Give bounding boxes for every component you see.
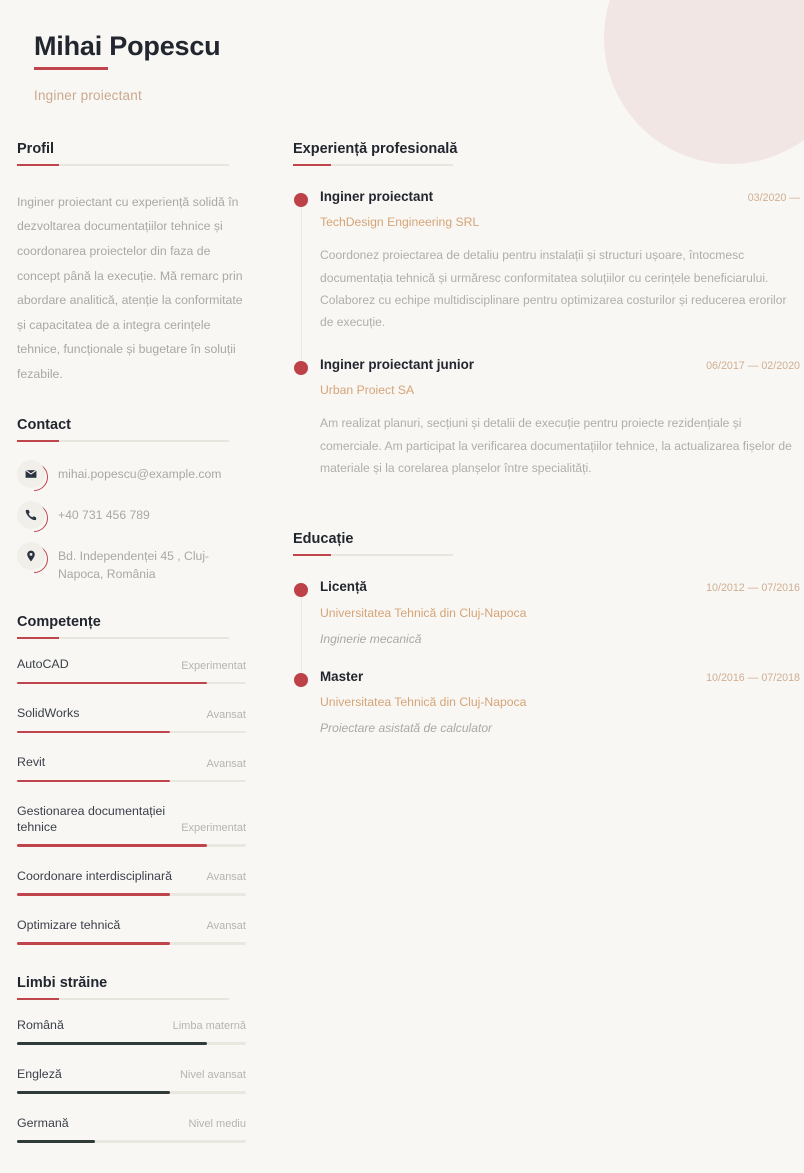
skills-list [17,657,246,945]
section-skills [17,614,246,945]
skill-item [17,657,246,684]
skill-name: Coordonare interdisciplinară [17,868,172,883]
timeline-dot-icon [294,673,308,687]
skill-item [17,869,246,896]
language-item [17,1116,246,1143]
skill-level: Avansat [206,708,246,721]
language-bar-track [17,1091,246,1094]
language-name: Engleză [17,1066,62,1081]
experience-role: Inginer proiectant junior [320,356,474,372]
cv-body [0,141,804,1173]
experience-date: 03/2020 — [747,191,800,204]
contact-phone[interactable] [17,505,246,529]
skill-bar-fill [17,780,170,783]
skill-name: AutoCAD [17,657,69,672]
section-title-contact: Contact [17,417,246,442]
experience-timeline [293,188,800,502]
section-languages [17,975,246,1143]
education-degree: Master [320,668,364,684]
language-name: Germană [17,1115,69,1130]
language-level: Nivel avansat [179,1069,246,1082]
skill-bar-track [17,893,246,896]
skill-name: Revit [17,755,46,770]
skill-bar-track [17,682,246,685]
section-title-profile: Profil [17,141,246,166]
skill-bar-track [17,731,246,734]
education-item [293,578,800,668]
section-experience [293,141,800,502]
language-item [17,1018,246,1045]
education-school: Universitatea Tehnică din Cluj-Napoca [320,605,527,620]
education-timeline [293,578,800,757]
skill-level: Avansat [206,920,246,933]
section-title-languages: Limbi străine [17,975,246,1000]
language-bar-fill [17,1042,207,1045]
section-contact [17,417,246,585]
languages-list [17,1018,246,1143]
section-title-experience: Experiență profesională [293,141,800,166]
section-title-education: Educație [293,531,800,556]
skill-level: Avansat [206,757,246,770]
contact-value: mihai.popescu@example.com [58,466,222,481]
experience-item [293,188,800,356]
skill-bar-track [17,780,246,783]
envelope-icon [17,460,45,488]
skill-level: Experimentat [181,822,246,835]
skill-item [17,706,246,733]
education-item [293,668,800,758]
section-profile [17,141,246,387]
section-title-skills: Competențe [17,614,246,639]
sidebar-column [0,141,262,1173]
skill-name: SolidWorks [17,706,80,721]
experience-item [293,356,800,502]
experience-description: Am realizat planuri, secțiuni și detalii de execuție pentru proiecte rezidențiale și comerciale. Am participat la verificarea documentațiilor tehnice, la actualizarea fișelor de materiale și la corelarea planșelor între specialități. [320,416,792,475]
contact-list [17,464,246,585]
skill-level: Experimentat [181,659,246,672]
contact-value: Bd. Independenței 45 , Cluj-Napoca, România [58,548,210,582]
skill-name: Optimizare tehnică [17,917,121,932]
experience-company: TechDesign Engineering SRL [320,215,480,230]
language-bar-fill [17,1091,170,1094]
education-date: 10/2016 — 07/2018 [706,671,800,684]
skill-item [17,755,246,782]
education-date: 10/2012 — 07/2016 [706,582,800,595]
skill-item [17,918,246,945]
skill-bar-track [17,942,246,945]
experience-date: 06/2017 — 02/2020 [706,359,800,372]
skill-bar-fill [17,942,170,945]
timeline-dot-icon [294,361,308,375]
skill-bar-fill [17,731,170,734]
section-education [293,531,800,757]
skill-item [17,804,246,847]
experience-description: Coordonez proiectarea de detaliu pentru instalații și structuri ușoare, întocmesc documentația tehnică și urmăresc conformitatea soluțiilor cu cerințele beneficiarului. Colaborez cu echipe multidisciplinare pentru optimizarea costurilor și reducerea erorilor de execuție. [320,248,787,330]
map-pin-icon [17,542,45,570]
page-title: Mihai Popescu [34,30,220,70]
timeline-dot-icon [294,583,308,597]
language-bar-track [17,1140,246,1143]
experience-role: Inginer proiectant [320,188,434,204]
cv-header [0,0,804,103]
education-degree: Licență [320,579,367,595]
skill-bar-fill [17,893,170,896]
skill-bar-track [17,844,246,847]
header-job-title: Inginer proiectant [34,87,142,103]
experience-company: Urban Proiect SA [320,383,415,398]
main-column [262,141,804,788]
education-field: Inginerie mecanică [320,631,422,646]
skill-bar-fill [17,682,207,685]
education-school: Universitatea Tehnică din Cluj-Napoca [320,695,527,710]
skill-bar-fill [17,844,207,847]
language-bar-fill [17,1140,95,1143]
language-bar-track [17,1042,246,1045]
language-item [17,1067,246,1094]
language-name: Română [17,1017,64,1032]
skill-level: Avansat [206,871,246,884]
contact-email[interactable] [17,464,246,488]
skill-name: Gestionarea documentației tehnice [17,804,166,834]
timeline-dot-icon [294,193,308,207]
education-field: Proiectare asistată de calculator [320,721,493,736]
profile-summary-text: Inginer proiectant cu experiență solidă în dezvoltarea documentațiilor tehnice și coordonarea proiectelor din faza de concept până la execuție. Mă remarc prin abordare analitică, atenție la conformitate și capacitatea de a integra cerințele tehnice, funcționale și bugetare în soluții fezabile. [17,194,243,381]
contact-value: +40 731 456 789 [58,507,150,522]
phone-icon [17,501,45,529]
contact-address[interactable] [17,546,246,585]
language-level: Limba maternă [172,1020,246,1033]
language-level: Nivel mediu [188,1118,246,1131]
